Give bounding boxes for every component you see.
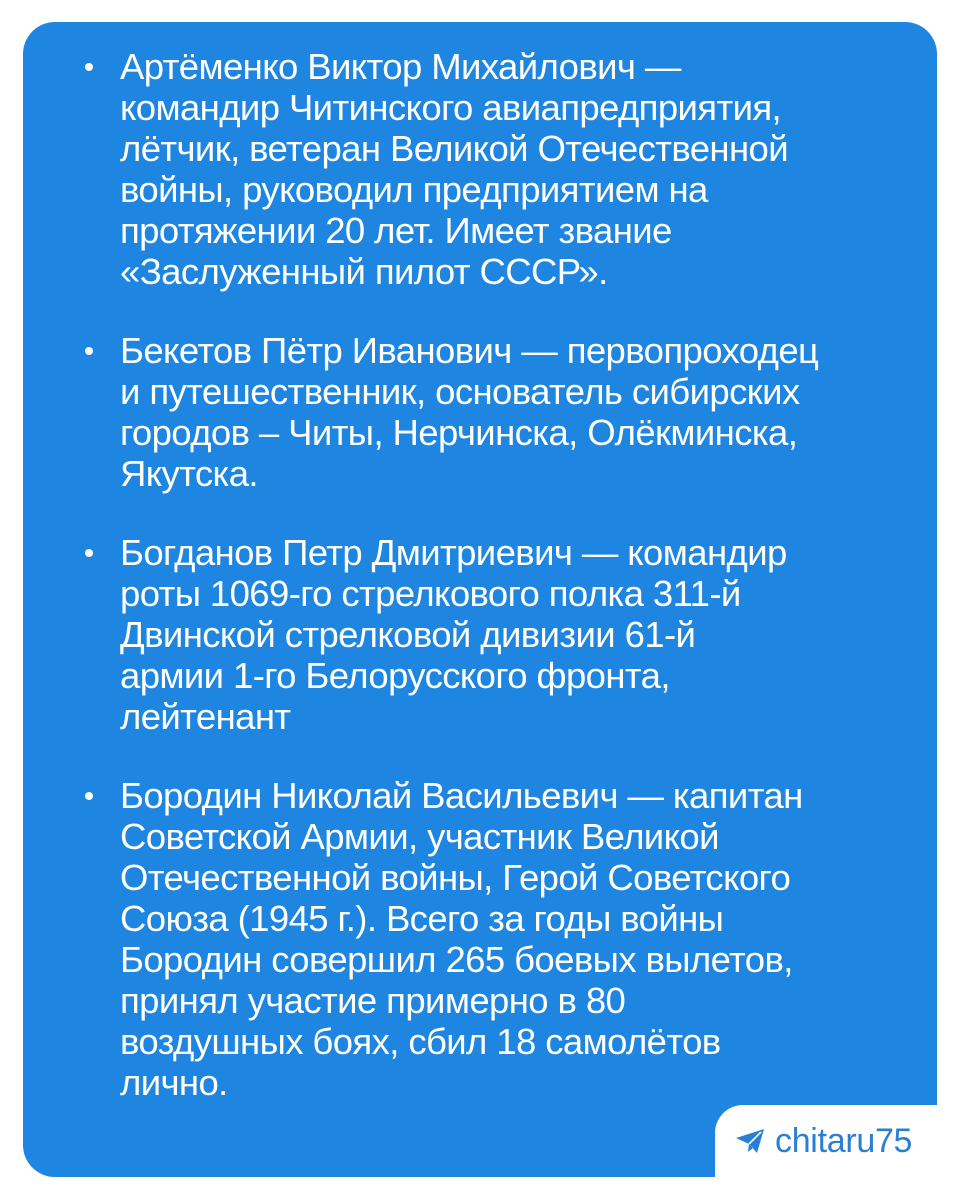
text-line: лейтенант [120, 696, 291, 737]
text-line: городов – Читы, Нерчинска, Олёкминска, [120, 412, 798, 453]
text-line: Бекетов Пётр Иванович — первопроходец [120, 330, 819, 371]
text-line: Якутска. [120, 453, 258, 494]
text-line: воздушных боях, сбил 18 самолётов [120, 1021, 721, 1062]
bullet-dot [85, 792, 93, 800]
text-line: Отечественной войны, Герой Советского [120, 857, 791, 898]
bullet-list [120, 46, 920, 1141]
bullet-dot [85, 347, 93, 355]
list-item [120, 775, 920, 1103]
text-line: лично. [120, 1062, 228, 1103]
text-line: армии 1-го Белорусского фронта, [120, 655, 670, 696]
bullet-dot [85, 63, 93, 71]
channel-handle: chitaru75 [775, 1121, 913, 1160]
text-line: Союза (1945 г.). Всего за годы войны [120, 898, 724, 939]
text-line: принял участие примерно в 80 [120, 980, 626, 1021]
text-line: лётчик, ветеран Великой Отечественной [120, 128, 789, 169]
text-line: «Заслуженный пилот СССР». [120, 251, 608, 292]
text-line: Двинской стрелковой дивизии 61-й [120, 614, 696, 655]
bullet-dot [85, 549, 93, 557]
channel-link[interactable] [735, 1118, 912, 1164]
text-line: роты 1069-го стрелкового полка 311-й [120, 573, 741, 614]
text-line: Богданов Петр Дмитриевич — командир [120, 532, 787, 573]
text-line: Бородин Николай Васильевич — капитан [120, 775, 803, 816]
text-line: войны, руководил предприятием на [120, 169, 708, 210]
text-line: командир Читинского авиапредприятия, [120, 87, 782, 128]
list-item [120, 46, 920, 292]
text-line: Бородин совершил 265 боевых вылетов, [120, 939, 793, 980]
text-line: протяжении 20 лет. Имеет звание [120, 210, 672, 251]
text-line: Артёменко Виктор Михайлович — [120, 46, 681, 87]
list-item [120, 532, 920, 737]
text-line: Советской Армии, участник Великой [120, 816, 719, 857]
telegram-icon [735, 1128, 765, 1154]
text-line: и путешественник, основатель сибирских [120, 371, 800, 412]
list-item [120, 330, 920, 494]
